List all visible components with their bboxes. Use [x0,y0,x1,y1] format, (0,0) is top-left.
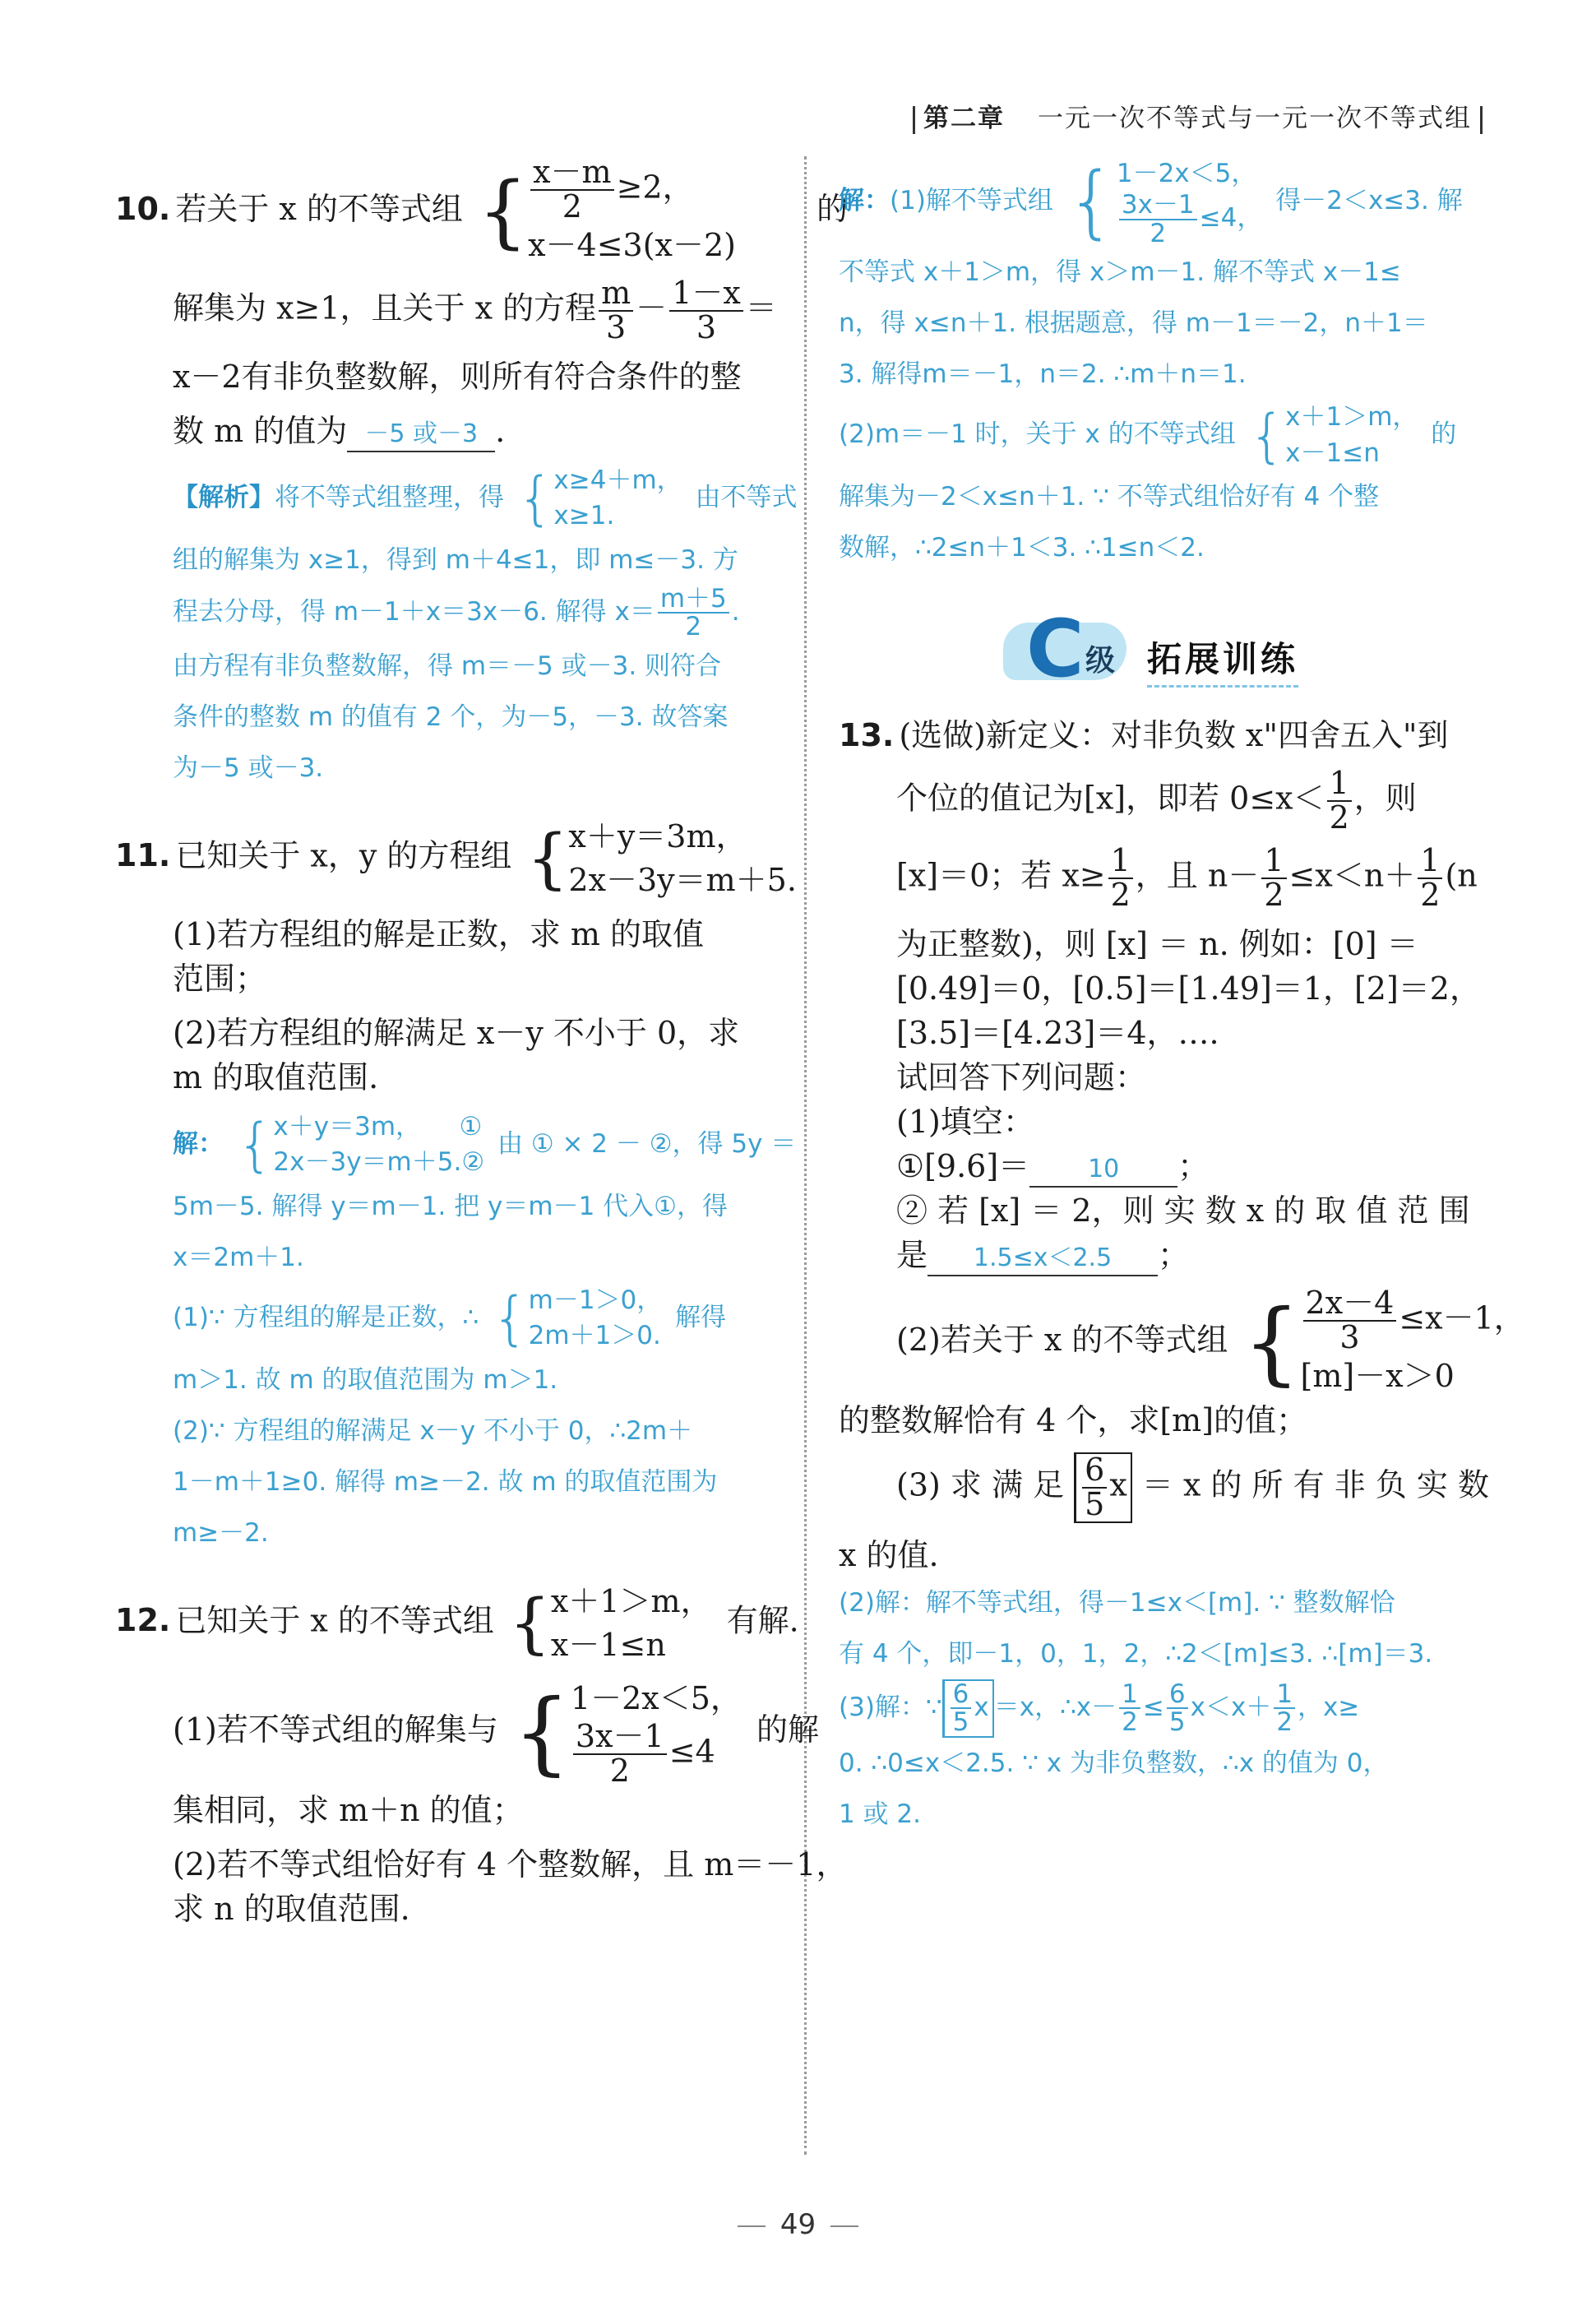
fraction-num: 1－x [669,277,743,312]
q13-text: ，则 [1353,780,1417,817]
sys-row: x＋y＝3m， [568,817,747,854]
sys-row: x－4≤3(x－2) [528,226,736,263]
sys-row: x＋y＝3m， ① [273,1112,483,1142]
q13-blank-1: 10 [1029,1153,1177,1188]
q13-line-11 [839,1233,1497,1277]
answer-text: x＜x＋ [1190,1692,1272,1722]
sys-row: x－1≤n [1285,438,1380,468]
sys-row: x≥1. [553,501,615,531]
q13-line-2 [839,767,1497,835]
right-column [839,155,1525,1840]
q11-text: 已知关于 x，y 的方程组 [175,837,512,874]
q13-text: ； [1158,1236,1190,1273]
answer-text: (1)∵ 方程组的解是正数，∴ [173,1302,479,1332]
q12-text: 已知关于 x 的不等式组 [175,1602,494,1639]
q12-text: 有解. [726,1602,799,1639]
sys-row: x－1≤n [550,1626,666,1663]
q11-answer-3: x＝2m＋1. [173,1242,304,1272]
page-dash-left [738,2225,766,2227]
answer-text: (1)解不等式组 [890,185,1053,215]
q12-part-2: (2)若不等式组恰好有 4 个整数解，且 m＝－1， [173,1845,848,1883]
q10-line-3: x－2有非负整数解，则所有符合条件的整 [173,358,742,395]
sys-row: 2m＋1＞0. [528,1321,661,1351]
q13-text: ＝ x 的 所 有 非 负 实 数 [1141,1466,1489,1503]
left-column [115,154,849,1931]
fraction-den: 5 [952,1707,969,1738]
q12-answer-3: n，得 x≤n＋1. 根据题意，得 m－1＝－2，n＋1＝ [839,308,1428,339]
question-number: 13. [839,717,895,754]
q12-answer-7: 数解，∴2≤n＋1＜3. ∴1≤n＜2. [839,533,1205,563]
q11-part-1b: 范围； [173,961,267,997]
page-header [904,97,1491,134]
q11-system: { x＋y＝3m， 2x－3y＝m＋5. [526,815,796,902]
answer-text: (2)m＝－1 时，关于 x 的不等式组 [839,419,1236,450]
q12-text: 的解 [756,1711,819,1748]
q13-text: ，且 n－ [1135,857,1260,894]
q12-line-1 [115,1580,799,1667]
q13-text: 个位的值记为[x]，即若 0≤x＜ [896,780,1325,817]
q10-text: － [636,289,668,326]
q10-text: . [495,412,506,449]
badge-grade: 级 [1085,644,1116,678]
q10-text: 解集为 x≥1，且关于 x 的方程 [173,289,597,326]
fraction-den: 3 [1339,1318,1360,1355]
fraction-num: 1 [1274,1681,1295,1710]
section-title: 拓展训练 [1147,632,1298,688]
answer-text: 得－2＜x≤3. 解 [1275,185,1463,215]
page-dash-right [830,2225,858,2227]
q13-line-12 [839,1284,1525,1398]
q12-answer-6: 解集为－2＜x≤n＋1. ∵ 不等式组恰好有 4 个整 [839,482,1380,512]
q10-analysis-2: 组的解集为 x≥1，得到 m＋4≤1，即 m≤－3. 方 [173,544,738,575]
q13-text: 是 [896,1236,928,1273]
q12-part-1c: 集相同，求 m＋n 的值； [173,1791,524,1828]
q11-line-1 [115,815,797,902]
question-number: 12. [115,1602,171,1639]
answer-text: (3)解：∵ [839,1692,942,1722]
q12-answer-4: 3. 解得m＝－1，n＝2. ∴m＋n＝1. [839,359,1247,390]
header-bar-left [913,106,915,134]
q10-analysis-1 [115,463,798,535]
fraction-den: 5 [1168,1707,1186,1738]
fraction-den: 2 [1420,876,1441,913]
q12-part-2b: 求 n 的取值范围. [173,1890,410,1927]
q13-text: (n [1445,857,1478,894]
q13-text: ； [1177,1147,1210,1184]
q11-answer-5: m＞1. 故 m 的取值范围为 m＞1. [173,1364,558,1395]
question-12 [115,1580,848,1931]
q13-blank-2: 1.5≤x＜2.5 [928,1242,1158,1276]
q13-answer-2: 有 4 个，即－1，0，1，2，∴2＜[m]≤3. ∴[m]＝3. [839,1638,1433,1669]
page-number [0,2208,1596,2241]
q11-answer-4 [115,1283,773,1355]
q13-line-9 [839,1144,1497,1188]
fraction-den: 3 [696,308,717,345]
section-badge [839,603,1497,705]
sys-row: x≥4＋m， [553,465,682,495]
q12-answer [839,156,1497,573]
rounding-bracket [1074,1452,1132,1523]
q13-answer-1: (2)解：解不等式组，得－1≤x＜[m]. ∵ 整数解恰 [839,1587,1395,1618]
q13-answer-5: 1 或 2. [839,1799,922,1829]
q12-part-1 [115,1677,819,1790]
q10-line-4 [115,409,773,453]
chapter-title: 一元一次不等式与一元一次不等式组 [1038,104,1472,133]
fraction-den: 2 [1329,799,1349,836]
fraction-num: 1 [1108,845,1133,879]
fraction-num: 1 [1119,1681,1140,1710]
analysis-text: . [731,596,740,627]
answer-text: 解得 [675,1302,727,1332]
answer-tag: 解： [839,185,890,215]
answer-text: x [974,1692,989,1722]
q13-text: ①[9.6]＝ [896,1147,1030,1184]
fraction-num: 6 [1082,1454,1107,1489]
fraction-den: 3 [606,308,627,345]
answer-system: { 1－2x＜5， $\frac{3x-1}{2}$ ≤4， [1066,155,1263,248]
fraction-num: 3x－1 [1119,192,1197,220]
answer-text: 由 ① × 2 － ②，得 5y ＝ [497,1128,797,1159]
q13-text: (2)若关于 x 的不等式组 [896,1321,1228,1358]
q13-line-14 [839,1452,1497,1523]
analysis-tag: 【解析】 [173,482,275,512]
q13-text: (选做)新定义：对非负数 x"四舍五入"到 [899,717,1449,754]
fraction-num: m＋5 [658,586,729,614]
sys-row: x＋1＞m， [1285,402,1418,433]
q10-line-2 [115,274,777,345]
answer-text: ＝x，∴x－ [993,1692,1117,1722]
q13-line-13: 的整数解恰有 4 个，求[m]的值； [839,1401,1308,1438]
q10-text: ＝ [745,289,777,326]
answer-tag: 解： [173,1128,224,1159]
sys-row-rest: ≤4 [668,1733,715,1770]
q13-line-15: x 的值. [839,1536,939,1573]
q10-analysis-4: 由方程有非负整数解，得 m＝－5 或－3. 则符合 [173,651,722,681]
sys-row: m－1＞0， [528,1285,663,1315]
fraction-num: 1 [1327,767,1352,802]
fraction-den: 2 [609,1753,630,1790]
answer-system: { x＋y＝3m， ① 2x－3y＝m＋5.② [237,1109,484,1181]
q12-part1-system: { 1－2x＜5， $\frac{3x-1}{2}$ ≤4 [513,1677,742,1788]
q10-text: 数 m 的值为 [173,412,348,449]
q10-system: { $\frac{x-m}{2}$ ≥2， x－4≤3(x－2) [478,156,736,267]
q12-system: { x＋1＞m， x－1≤n [509,1580,712,1667]
sys-row: [m]－x＞0 [1300,1357,1455,1394]
q12-answer-1 [839,156,1497,247]
sys-row: 2x－3y＝m＋5. [568,861,797,898]
q13-text: x [1109,1466,1127,1503]
q13-line-4: 为正整数)，则 [x] ＝ n. 例如：[0] ＝ [896,925,1418,962]
fraction-num: 6 [951,1681,972,1710]
q10-answer-blank: －5 或－3 [347,418,495,452]
q13-answer-4: 0. ∴0≤x＜2.5. ∵ x 为非负整数，∴x 的值为 0， [839,1748,1389,1778]
fraction-num: 3x－1 [573,1720,667,1755]
q10-line-1 [115,154,849,267]
q10-text: 的 [817,190,849,227]
q13-line-10: ② 若 [x] ＝ 2，则 实 数 x 的 取 值 范 围 [896,1192,1470,1229]
q10-analysis-3 [115,583,773,642]
sys-row: 1－2x＜5， [570,1679,742,1716]
answer-text: ≤ [1142,1692,1164,1722]
q11-part-2: (2)若方程组的解满足 x－y 不小于 0，求 [173,1015,740,1051]
q13-line-1 [839,713,1497,757]
question-13 [839,713,1525,1839]
analysis-system: { x≥4＋m， x≥1. [517,463,682,535]
fraction-den: 2 [685,612,702,642]
answer-system: { m－1＞0， 2m＋1＞0. [492,1283,662,1355]
sys-row: 2x－3y＝m＋5.② [273,1147,485,1178]
header-bar-right [1480,106,1483,134]
answer-text: ，x≥ [1298,1692,1360,1722]
fraction-num: 2x－4 [1303,1287,1397,1322]
q13-answer-3 [839,1679,1497,1738]
badge-letter: C [1026,603,1085,696]
analysis-text: 由不等式 [695,482,798,512]
q13-text: [x]＝0；若 x≥ [896,857,1106,894]
q13-system: { $\frac{2x-4}{3}$ ≤x－1， [m]－x＞0 [1243,1287,1525,1398]
q13-text: (3) 求 满 足 [896,1466,1065,1503]
q11-part-2b: m 的取值范围. [173,1059,379,1095]
q11-part-1: (1)若方程组的解是正数，求 m 的取值 [173,916,705,952]
q10-text: 若关于 x 的不等式组 [175,190,463,227]
q10-analysis-6: 为－5 或－3. [173,753,324,783]
sys-row-rest: ≤4， [1199,203,1263,234]
fraction-num: 6 [1167,1681,1188,1710]
q11-answer-1 [115,1109,797,1181]
fraction-den: 5 [1085,1485,1105,1522]
fraction-num: x－m [530,156,613,191]
rounding-bracket [942,1679,994,1738]
fraction-den: 2 [1122,1707,1138,1738]
sys-row-rest: ≥2， [616,169,694,206]
question-10 [115,154,849,794]
question-11 [115,815,797,1558]
fraction-den: 2 [1150,218,1167,248]
fraction-den: 2 [1264,876,1284,913]
fraction-num: m [599,277,633,312]
q12-answer-2: 不等式 x＋1＞m，得 x＞m－1. 解不等式 x－1≤ [839,257,1401,288]
answer-text: 的 [1431,419,1457,450]
q13-line-5: [0.49]＝0，[0.5]＝[1.49]＝1，[2]＝2， [896,970,1481,1007]
fraction-den: 2 [1276,1707,1293,1738]
analysis-text: 将不等式组整理，得 [275,482,504,512]
sys-row: x＋1＞m， [550,1582,712,1619]
sys-row: 1－2x＜5， [1116,159,1257,188]
q11-answer-6: (2)∵ 方程组的解满足 x－y 不小于 0，∴2m＋ [173,1415,693,1446]
answer-system: { x＋1＞m， x－1≤n [1249,400,1418,471]
q13-line-8: (1)填空： [896,1103,1034,1140]
analysis-text: 程去分母，得 m－1＋x＝3x－6. 解得 x＝ [173,596,655,627]
fraction-num: 1 [1261,845,1286,879]
q12-text: (1)若不等式组的解集与 [173,1711,498,1748]
fraction-num: 1 [1418,845,1442,879]
q11-answer-2: 5m－5. 解得 y＝m－1. 把 y＝m－1 代入①，得 [173,1191,728,1221]
q13-text: ≤x＜n＋ [1288,857,1416,894]
q13-line-6: [3.5]＝[4.23]＝4，…. [896,1014,1219,1051]
q13-line-3 [839,842,1497,913]
q12-answer-5 [839,400,1497,471]
q11-answer-7: 1－m＋1≥0. 解得 m≥－2. 故 m 的取值范围为 [173,1466,718,1497]
fraction-den: 2 [562,188,582,225]
question-number: 11. [115,837,171,874]
q10-analysis-5: 条件的整数 m 的值有 2 个，为－5，－3. 故答案 [173,702,729,732]
fraction-den: 2 [1110,876,1131,913]
q13-line-7: 试回答下列问题： [896,1058,1147,1095]
q11-answer-8: m≥－2. [173,1517,269,1548]
page-number-text: 49 [779,2208,817,2241]
question-number: 10. [115,190,171,227]
chapter-label: 第二章 [923,104,1005,133]
sys-row-rest: ≤x－1， [1399,1299,1525,1336]
